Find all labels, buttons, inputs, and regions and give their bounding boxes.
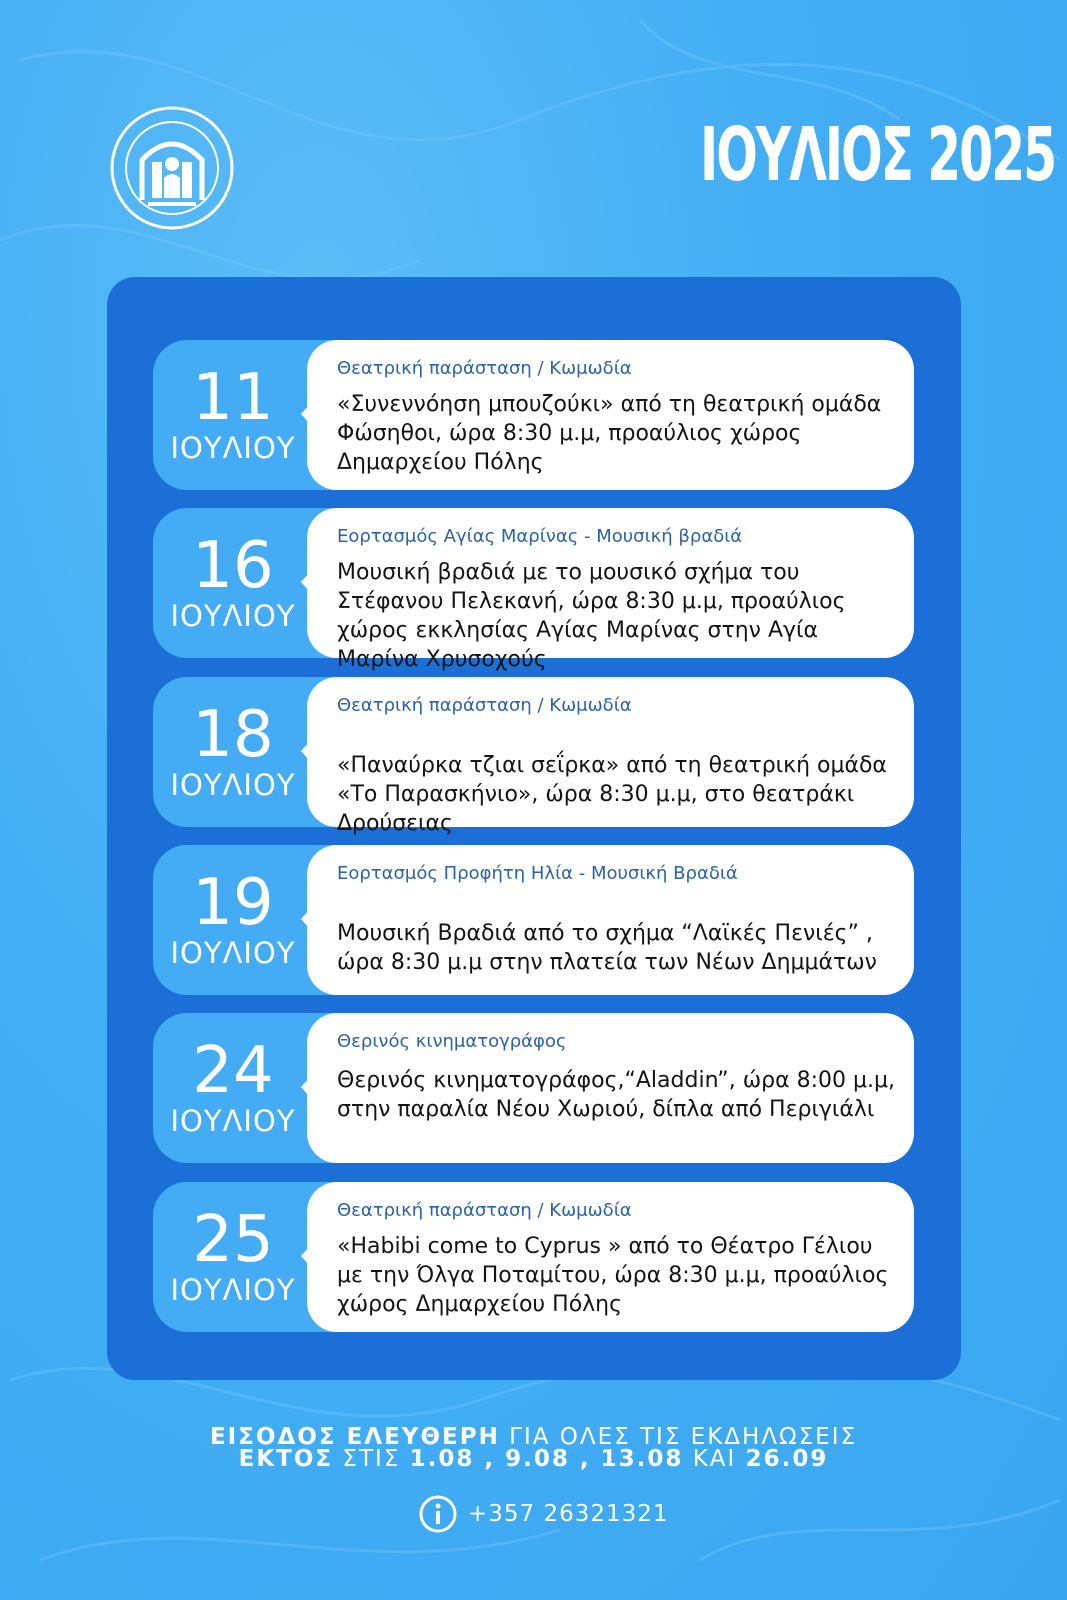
event-item [153, 1182, 914, 1332]
event-description: «Habibi come to Cyprus » από το Θέατρο Γέλιου με την Όλγα Ποταμίτου, ώρα 8:30 μ.μ, προαύλιος χώρος Δημαρχείου Πόλης [337, 1234, 889, 1317]
event-description: Μουσική Βραδιά από το σχήμα “Λαϊκές Πενιές” , ώρα 8:30 μ.μ στην πλατεία των Νέων Δημμάτων [337, 921, 877, 975]
event-category: Θερινός κινηματογράφος [337, 1031, 567, 1052]
except-dates-line [0, 1448, 1067, 1471]
except-label: ΕΚΤΟΣ [238, 1446, 334, 1472]
info-circle-icon [418, 1494, 458, 1534]
event-day: 19 [192, 866, 274, 940]
month-title: ΙΟΥΛΙΟΣ 2025 [700, 112, 1056, 198]
event-item [153, 677, 914, 836]
event-month: ΙΟΥΛΙΟΥ [170, 431, 296, 465]
municipality-seal-icon [108, 104, 236, 232]
except-and: ΚΑΙ [683, 1446, 746, 1472]
event-day: 25 [192, 1203, 274, 1277]
contact-row [418, 1494, 678, 1538]
event-month: ΙΟΥΛΙΟΥ [170, 1273, 296, 1307]
event-description: «Παναύρκα τζιαι σεΐρκα» από τη θεατρική ομάδα «Το Παρασκήνιο», ώρα 8:30 μ.μ, στο θεατράκι Δρούσειας [337, 753, 887, 836]
event-item [153, 340, 914, 490]
except-last-date: 26.09 [745, 1446, 829, 1472]
event-month: ΙΟΥΛΙΟΥ [170, 1104, 296, 1138]
event-card [307, 1013, 914, 1163]
event-card [307, 677, 914, 836]
event-category: Εορτασμός Αγίας Μαρίνας - Μουσική βραδιά [337, 526, 743, 547]
event-day: 24 [192, 1034, 274, 1108]
event-description: Θερινός κινηματογράφος,“Aladdin”, ώρα 8:00 μ.μ, στην παραλία Νέου Χωριού, δίπλα από Περιγιάλι [337, 1068, 895, 1122]
phone-number[interactable]: +357 26321321 [468, 1501, 669, 1527]
free-entry-rest: ΓΙΑ ΟΛΕΣ ΤΙΣ ΕΚΔΗΛΩΣΕΙΣ [499, 1424, 858, 1450]
event-category: Εορτασμός Προφήτη Ηλία - Μουσική Βραδιά [337, 863, 738, 884]
event-day: 11 [192, 361, 274, 435]
event-month: ΙΟΥΛΙΟΥ [170, 936, 296, 970]
event-item [153, 845, 914, 995]
event-card [307, 340, 914, 490]
event-day: 18 [192, 698, 274, 772]
event-card [307, 845, 914, 995]
event-month: ΙΟΥΛΙΟΥ [170, 768, 296, 802]
free-entry-bold: ΕΙΣΟΔΟΣ ΕΛΕΥΘΕΡΗ [209, 1424, 500, 1450]
event-card [307, 508, 914, 672]
event-item [153, 1013, 914, 1163]
event-description: «Συνεννόηση μπουζούκι» από τη θεατρική ομάδα Φώσηθοι, ώρα 8:30 μ.μ, προαύλιος χώρος Δημαρχείου Πόλης [337, 392, 882, 475]
except-mid: ΣΤΙΣ [333, 1446, 410, 1472]
event-category: Θεατρική παράσταση / Κωμωδία [337, 1200, 632, 1221]
event-month: ΙΟΥΛΙΟΥ [170, 599, 296, 633]
event-category: Θεατρική παράσταση / Κωμωδία [337, 358, 632, 379]
except-dates: 1.08 , 9.08 , 13.08 [409, 1446, 684, 1472]
event-card [307, 1182, 914, 1332]
event-description: Μουσική βραδιά με το μουσικό σχήμα του Στέφανου Πελεκανή, ώρα 8:30 μ.μ, προαύλιος χώρος εκκλησίας Αγίας Μαρίνας στην Αγία Μαρίνα Χρυσοχούς [337, 560, 846, 672]
event-day: 16 [192, 529, 274, 603]
event-category: Θεατρική παράσταση / Κωμωδία [337, 695, 632, 716]
event-item [153, 508, 914, 672]
